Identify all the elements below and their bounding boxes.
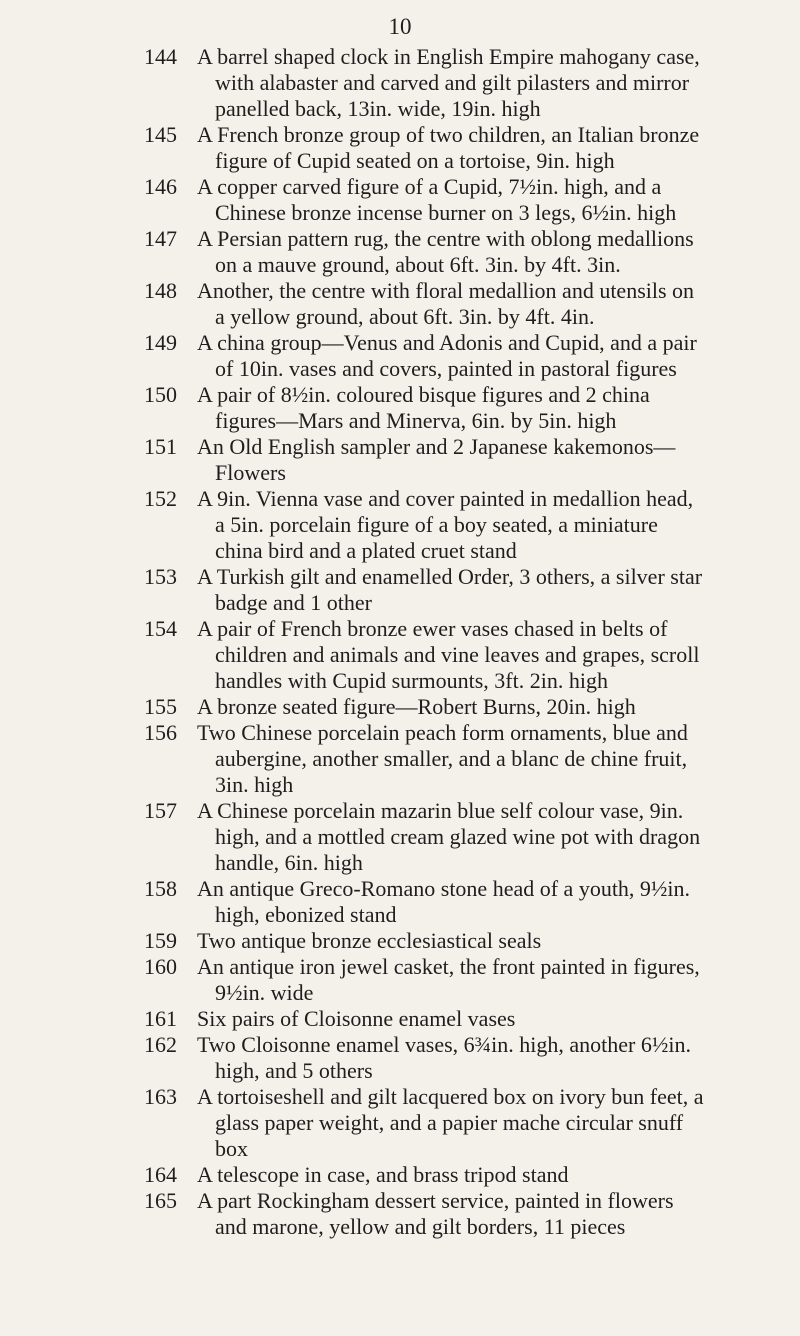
lot-entry bbox=[0, 122, 800, 174]
lot-entry bbox=[0, 1032, 800, 1084]
lot-entry bbox=[0, 278, 800, 330]
lot-entry bbox=[0, 616, 800, 694]
lot-number: 152 bbox=[144, 486, 177, 511]
lot-description: A telescope in case, and brass tripod stand bbox=[197, 1162, 569, 1187]
lot-description: A French bronze group of two children, an Italian bronze figure of Cupid seated on a tortoise, 9in. high bbox=[197, 122, 700, 173]
lot-description: A part Rockingham dessert service, painted in flowers and marone, yellow and gilt borders, 11 pieces bbox=[197, 1188, 674, 1239]
lot-number: 163 bbox=[144, 1084, 177, 1109]
lot-description: A pair of French bronze ewer vases chased in belts of children and animals and vine leaves and grapes, scroll handles with Cupid surmounts, 3ft. 2in. high bbox=[197, 616, 700, 693]
lot-entry bbox=[0, 330, 800, 382]
lot-entry bbox=[0, 720, 800, 798]
lot-number: 164 bbox=[144, 1162, 177, 1187]
lot-description: A Turkish gilt and enamelled Order, 3 others, a silver star badge and 1 other bbox=[197, 564, 703, 615]
lot-entry bbox=[0, 174, 800, 226]
lot-description: Another, the centre with floral medallion and utensils on a yellow ground, about 6ft. 3in. by 4ft. 4in. bbox=[197, 278, 695, 329]
lot-entry bbox=[0, 1084, 800, 1162]
lot-number: 160 bbox=[144, 954, 177, 979]
lot-number: 153 bbox=[144, 564, 177, 589]
lot-list bbox=[0, 44, 800, 1240]
lot-description: An antique Greco-Romano stone head of a youth, 9½in. high, ebonized stand bbox=[197, 876, 691, 927]
lot-description: An Old English sampler and 2 Japanese kakemonos—Flowers bbox=[197, 434, 676, 485]
lot-number: 148 bbox=[144, 278, 177, 303]
lot-entry bbox=[0, 1006, 800, 1032]
lot-number: 150 bbox=[144, 382, 177, 407]
lot-entry bbox=[0, 226, 800, 278]
lot-entry bbox=[0, 928, 800, 954]
lot-number: 159 bbox=[144, 928, 177, 953]
lot-number: 149 bbox=[144, 330, 177, 355]
lot-number: 145 bbox=[144, 122, 177, 147]
lot-number: 146 bbox=[144, 174, 177, 199]
lot-description: Two Cloisonne enamel vases, 6¾in. high, another 6½in. high, and 5 others bbox=[197, 1032, 691, 1083]
lot-description: A copper carved figure of a Cupid, 7½in. high, and a Chinese bronze incense burner on 3 legs, 6½in. high bbox=[197, 174, 677, 225]
lot-entry bbox=[0, 44, 800, 122]
page-number: 10 bbox=[388, 14, 412, 39]
lot-number: 155 bbox=[144, 694, 177, 719]
lot-description: A pair of 8½in. coloured bisque figures and 2 china figures—Mars and Minerva, 6in. by 5in. high bbox=[197, 382, 650, 433]
lot-entry bbox=[0, 382, 800, 434]
lot-entry bbox=[0, 1162, 800, 1188]
lot-description: Two Chinese porcelain peach form ornaments, blue and aubergine, another smaller, and a blanc de chine fruit, 3in. high bbox=[197, 720, 688, 797]
lot-description: A Chinese porcelain mazarin blue self colour vase, 9in. high, and a mottled cream glazed wine pot with dragon handle, 6in. high bbox=[197, 798, 701, 875]
lot-entry bbox=[0, 954, 800, 1006]
lot-description: A barrel shaped clock in English Empire mahogany case, with alabaster and carved and gilt pilasters and mirror panelled back, 13in. wide, 19in. high bbox=[197, 44, 700, 121]
lot-entry bbox=[0, 486, 800, 564]
lot-number: 165 bbox=[144, 1188, 177, 1213]
lot-description: Two antique bronze ecclesiastical seals bbox=[197, 928, 542, 953]
lot-number: 158 bbox=[144, 876, 177, 901]
lot-entry bbox=[0, 694, 800, 720]
lot-entry bbox=[0, 798, 800, 876]
lot-number: 161 bbox=[144, 1006, 177, 1031]
lot-description: A tortoiseshell and gilt lacquered box on ivory bun feet, a glass paper weight, and a papier mache circular snuff box bbox=[197, 1084, 704, 1161]
lot-number: 157 bbox=[144, 798, 177, 823]
lot-description: A bronze seated figure—Robert Burns, 20in. high bbox=[197, 694, 636, 719]
lot-description: A china group—Venus and Adonis and Cupid, and a pair of 10in. vases and covers, painted in pastoral figures bbox=[197, 330, 697, 381]
lot-description: A 9in. Vienna vase and cover painted in medallion head, a 5in. porcelain figure of a boy seated, a miniature china bird and a plated cruet stand bbox=[197, 486, 694, 563]
lot-entry bbox=[0, 564, 800, 616]
lot-number: 154 bbox=[144, 616, 177, 641]
lot-entry bbox=[0, 434, 800, 486]
lot-number: 144 bbox=[144, 44, 177, 69]
lot-number: 156 bbox=[144, 720, 177, 745]
lot-description: A Persian pattern rug, the centre with oblong medallions on a mauve ground, about 6ft. 3in. by 4ft. 3in. bbox=[197, 226, 694, 277]
lot-description: An antique iron jewel casket, the front painted in figures, 9½in. wide bbox=[197, 954, 700, 1005]
lot-entry bbox=[0, 1188, 800, 1240]
lot-entry bbox=[0, 876, 800, 928]
lot-number: 162 bbox=[144, 1032, 177, 1057]
lot-number: 147 bbox=[144, 226, 177, 251]
lot-number: 151 bbox=[144, 434, 177, 459]
lot-description: Six pairs of Cloisonne enamel vases bbox=[197, 1006, 516, 1031]
